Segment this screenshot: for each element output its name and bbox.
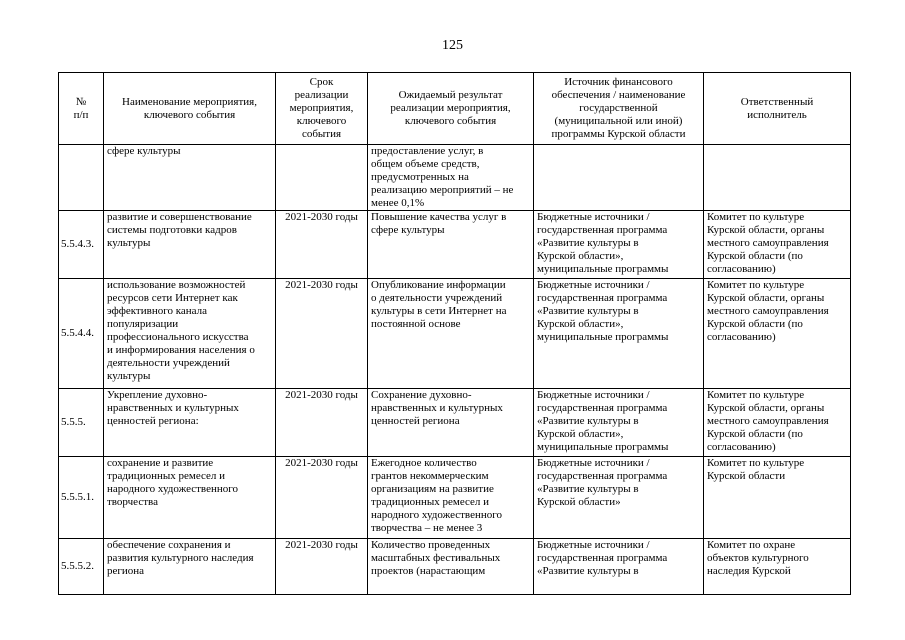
row-result <box>368 279 534 389</box>
row-result <box>368 539 534 595</box>
row-executor <box>704 211 851 279</box>
row-result <box>368 211 534 279</box>
cell-line: Курской области (по <box>707 428 803 440</box>
row-number <box>59 389 104 457</box>
row-number <box>59 279 104 389</box>
cell-line: Укрепление духовно- <box>107 389 208 401</box>
cell-line: мероприятия, <box>289 102 354 114</box>
table-row <box>59 457 851 539</box>
row-executor <box>704 389 851 457</box>
header-source <box>534 73 704 145</box>
cell-line: сохранение и развитие <box>107 457 214 469</box>
cell-line: исполнитель <box>747 108 807 121</box>
cell-line: Комитет по культуре <box>707 279 805 291</box>
row-term <box>276 145 368 211</box>
cell-line: «Развитие культуры в <box>537 415 639 427</box>
row-executor <box>704 457 851 539</box>
row-source <box>534 211 704 279</box>
cell-line: Ожидаемый результат <box>398 89 503 101</box>
row-source <box>534 457 704 539</box>
cell-line: Сохранение духовно- <box>371 389 472 401</box>
row-source <box>534 539 704 595</box>
cell-line: творчества <box>107 496 158 508</box>
cell-line: Ежегодное количество <box>371 457 477 469</box>
cell-line: № <box>75 95 87 108</box>
row-term <box>276 211 368 279</box>
cell-line: нравственных и культурных <box>371 402 503 414</box>
page-number: 125 <box>442 38 463 53</box>
cell-line: 2021-2030 годы <box>285 211 358 223</box>
row-number <box>59 145 104 211</box>
table-row <box>59 389 851 457</box>
row-executor <box>704 539 851 595</box>
cell-line: Комитет по культуре <box>707 389 805 401</box>
row-term <box>276 389 368 457</box>
cell-line: Комитет по охране <box>707 539 796 551</box>
cell-line: государственная программа <box>537 224 668 236</box>
cell-line: и информирования населения о <box>107 344 255 356</box>
row-name <box>104 145 276 211</box>
table-header-row <box>59 73 851 145</box>
cell-line: Комитет по культуре <box>707 211 805 223</box>
cell-line: местного самоуправления <box>707 237 829 249</box>
cell-line: государственная программа <box>537 402 668 414</box>
cell-line: проектов (нарастающим <box>371 565 486 577</box>
cell-line: муниципальные программы <box>537 263 669 275</box>
cell-line: «Развитие культуры в <box>537 237 639 249</box>
cell-line: 2021-2030 годы <box>285 457 358 469</box>
row-result <box>368 389 534 457</box>
cell-line: 2021-2030 годы <box>285 539 358 551</box>
row-name <box>104 539 276 595</box>
cell-line: наследия Курской <box>707 565 791 577</box>
row-number <box>59 457 104 539</box>
cell-line: согласованию) <box>707 441 776 453</box>
cell-line: постоянной основе <box>371 318 461 330</box>
row-result <box>368 457 534 539</box>
cell-line: реализации <box>294 89 349 101</box>
table-row <box>59 279 851 389</box>
cell-line: региона <box>107 565 145 577</box>
cell-line: ценностей региона: <box>107 415 199 427</box>
cell-line: развития культурного наследия <box>107 552 254 564</box>
cell-line: творчества – не менее 3 <box>371 522 483 534</box>
cell-line: Комитет по культуре <box>707 457 805 469</box>
cell-line: народного художественного <box>371 509 502 521</box>
cell-line: Курской области, органы <box>707 402 825 414</box>
cell-line: «Развитие культуры в <box>537 483 639 495</box>
row-source <box>534 389 704 457</box>
cell-line: Количество проведенных <box>371 539 491 551</box>
cell-line: государственной <box>579 102 658 114</box>
cell-line: Курской области», <box>537 318 624 330</box>
cell-line: традиционных ремесел и <box>107 470 226 482</box>
cell-line: «Развитие культуры в <box>537 565 639 577</box>
cell-line: государственная программа <box>537 552 668 564</box>
cell-line: местного самоуправления <box>707 305 829 317</box>
cell-line: 5.5.5.2. <box>61 560 94 572</box>
row-name <box>104 457 276 539</box>
cell-line: Курской области, органы <box>707 224 825 236</box>
cell-line: сфере культуры <box>107 145 181 157</box>
cell-line: согласованию) <box>707 331 776 343</box>
cell-line: Курской области <box>707 470 786 482</box>
cell-line: Ответственный <box>740 95 814 108</box>
cell-line: Бюджетные источники / <box>537 211 650 223</box>
cell-line: ключевого <box>296 115 347 127</box>
cell-line: Курской области», <box>537 428 624 440</box>
cell-line: 5.5.5.1. <box>61 491 94 503</box>
cell-line: системы подготовки кадров <box>107 224 237 236</box>
table-row <box>59 211 851 279</box>
cell-line: масштабных фестивальных <box>371 552 501 564</box>
cell-line: Бюджетные источники / <box>537 539 650 551</box>
cell-line: предусмотренных на <box>371 171 469 183</box>
cell-line: грантов некоммерческим <box>371 470 489 482</box>
cell-line: культуры <box>107 370 151 382</box>
cell-line: Курской области», <box>537 250 624 262</box>
cell-line: менее 0,1% <box>371 197 425 209</box>
cell-line: общем объеме средств, <box>371 158 480 170</box>
cell-line: Повышение качества услуг в <box>371 211 507 223</box>
cell-line: ценностей региона <box>371 415 460 427</box>
cell-line: Опубликование информации <box>371 279 506 291</box>
cell-line: традиционных ремесел и <box>371 496 490 508</box>
cell-line: муниципальные программы <box>537 331 669 343</box>
cell-line: обеспечение сохранения и <box>107 539 231 551</box>
cell-line: государственная программа <box>537 292 668 304</box>
cell-line: события <box>301 128 342 140</box>
cell-line: местного самоуправления <box>707 415 829 427</box>
row-source <box>534 145 704 211</box>
cell-line: развитие и совершенствование <box>107 211 252 223</box>
row-executor <box>704 145 851 211</box>
cell-line: Курской области (по <box>707 318 803 330</box>
cell-line: реализацию мероприятий – не <box>371 184 514 196</box>
cell-line: сфере культуры <box>371 224 445 236</box>
cell-line: о деятельности учреждений <box>371 292 503 304</box>
cell-line: 2021-2030 годы <box>285 389 358 401</box>
cell-line: Источник финансового <box>564 76 673 88</box>
header-num <box>59 73 104 145</box>
row-source <box>534 279 704 389</box>
header-term <box>276 73 368 145</box>
cell-line: культуры <box>107 237 151 249</box>
table-row <box>59 145 851 211</box>
row-result <box>368 145 534 211</box>
cell-line: ключевого события <box>143 108 236 121</box>
cell-line: культуры в сети Интернет на <box>371 305 507 317</box>
row-name <box>104 389 276 457</box>
cell-line: Бюджетные источники / <box>537 279 650 291</box>
row-number <box>59 211 104 279</box>
row-name <box>104 279 276 389</box>
cell-line: п/п <box>73 108 89 121</box>
cell-line: ресурсов сети Интернет как <box>107 292 238 304</box>
cell-line: (муниципальной или иной) <box>554 115 683 127</box>
cell-line: ключевого события <box>404 115 497 127</box>
cell-line: нравственных и культурных <box>107 402 239 414</box>
cell-line: обеспечения / наименование <box>551 89 686 101</box>
cell-line: реализации мероприятия, <box>390 102 511 114</box>
cell-line: Наименование мероприятия, <box>122 95 257 108</box>
cell-line: предоставление услуг, в <box>371 145 484 157</box>
header-name <box>104 73 276 145</box>
cell-line: популяризации <box>107 318 179 330</box>
cell-line: Курской области (по <box>707 250 803 262</box>
row-term <box>276 457 368 539</box>
cell-line: программы Курской области <box>551 128 686 140</box>
row-number <box>59 539 104 595</box>
cell-line: согласованию) <box>707 263 776 275</box>
header-executor <box>704 73 851 145</box>
cell-line: Срок <box>309 76 334 88</box>
cell-line: государственная программа <box>537 470 668 482</box>
cell-line: муниципальные программы <box>537 441 669 453</box>
cell-line: организациям на развитие <box>371 483 494 495</box>
cell-line: объектов культурного <box>707 552 809 564</box>
header-result <box>368 73 534 145</box>
row-name <box>104 211 276 279</box>
cell-line: Курской области, органы <box>707 292 825 304</box>
cell-line: профессионального искусства <box>107 331 249 343</box>
row-term <box>276 279 368 389</box>
table-row <box>59 539 851 595</box>
measures-table <box>58 72 851 595</box>
cell-line: Бюджетные источники / <box>537 457 650 469</box>
cell-line: 2021-2030 годы <box>285 279 358 291</box>
cell-line: использование возможностей <box>107 279 246 291</box>
cell-line: народного художественного <box>107 483 238 495</box>
cell-line: «Развитие культуры в <box>537 305 639 317</box>
row-executor <box>704 279 851 389</box>
cell-line: эффективного канала <box>107 305 207 317</box>
cell-line: 5.5.4.3. <box>61 238 94 250</box>
cell-line: 5.5.4.4. <box>61 327 94 339</box>
cell-line: Курской области» <box>537 496 621 508</box>
cell-line: деятельности учреждений <box>107 357 230 369</box>
row-term <box>276 539 368 595</box>
cell-line: 5.5.5. <box>61 416 86 428</box>
cell-line: Бюджетные источники / <box>537 389 650 401</box>
